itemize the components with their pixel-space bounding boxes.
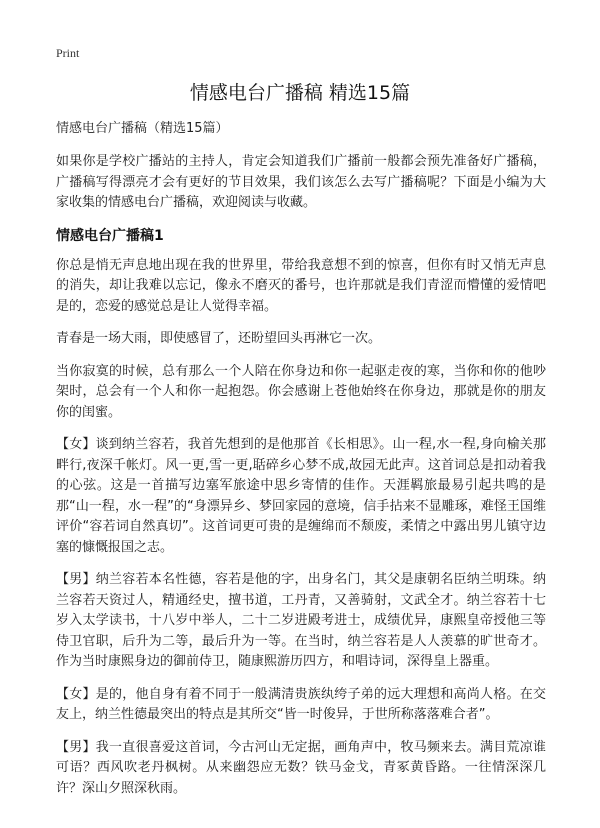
page-title: 情感电台广播稿 精选15篇 xyxy=(189,82,411,104)
body-paragraph-1: 你总是悄无声息地出现在我的世界里，带给我意想不到的惊喜，但你有时又悄无声息的消失，却让我难以忘记，像永不磨灭的番号，也许那就是我们青涩而懵懂的爱情吧 是的，恋爱的感觉总是让人觉得幸福。 xyxy=(56,257,546,314)
document-body xyxy=(56,120,546,811)
body-paragraph-5: 【男】纳兰容若本名性德，容若是他的字，出身名门，其父是康朝名臣纳兰明珠。纳兰容若天资过人，精通经史，擅书道，工丹青，又善骑射，文武全才。纳兰容若十七岁入太学读书，十八岁中举人，二十二岁进殿考进士，成绩优异，康熙皇帝授他三等侍卫官职，后升为二等，最后升为一等。在当时，纳兰容若是人人羡慕的旷世奇才。作为当时康熙身边的御前侍卫，随康熙游历四方，和唱诗词，深得皇上器重。 xyxy=(56,572,546,669)
body-paragraph-4: 【女】谈到纳兰容若，我首先想到的是他那首《长相思》。山一程,水一程,身向榆关那畔行,夜深千帐灯。风一更,雪一更,聒碎乡心梦不成,故园无此声。这首词总是扣动着我的心弦。这是一首描写边塞军旅途中思乡寄情的佳作。天涯羁旅最易引起共鸣的是那“山一程，水一程”的“身漂异乡、梦回家园的意境，信手拈来不显雕琢，难怪王国维评价“容若词自然真切”。这首词更可贵的是缠绵而不颓废，柔情之中露出男儿镇守边塞的慷慨报国之志。 xyxy=(56,437,546,555)
intro-paragraph: 如果你是学校广播站的主持人，肯定会知道我们广播前一般都会预先准备好广播稿，广播稿写得漂亮才会有更好的节目效果，我们该怎么去写广播稿呢？下面是小编为大家收集的情感电台广播稿，欢迎阅读与收藏。 xyxy=(56,154,546,210)
body-paragraph-2: 青春是一场大雨，即使感冒了，还盼望回头再淋它一次。 xyxy=(56,331,382,346)
body-paragraph-6: 【女】是的，他自身有着不同于一般满清贵族纨绔子弟的远大理想和高尚人格。在交友上，纳兰性德最突出的特点是其所交“皆一时俊异，于世所称落落难合者”。 xyxy=(56,686,546,722)
body-paragraph-3: 当你寂寞的时候，总有那么一个人陪在你身边和你一起驱走夜的寒，当你和你的他吵架时，总会有一个人和你一起抱怨。你会感谢上苍他始终在你身边，那就是你的朋友你的闺蜜。 xyxy=(56,363,546,420)
document-subtitle: 情感电台广播稿（精选15篇） xyxy=(56,121,229,136)
body-paragraph-7: 【男】我一直很喜爱这首词，今古河山无定据，画角声中，牧马频来去。满目荒凉谁可语？西风吹老丹枫树。从来幽怨应无数？铁马金戈，青冢黄昏路。一往情深深几许？深山夕照深秋雨。 xyxy=(56,739,546,796)
print-link[interactable]: Print xyxy=(56,46,80,60)
section-heading: 情感电台广播稿1 xyxy=(56,227,164,244)
